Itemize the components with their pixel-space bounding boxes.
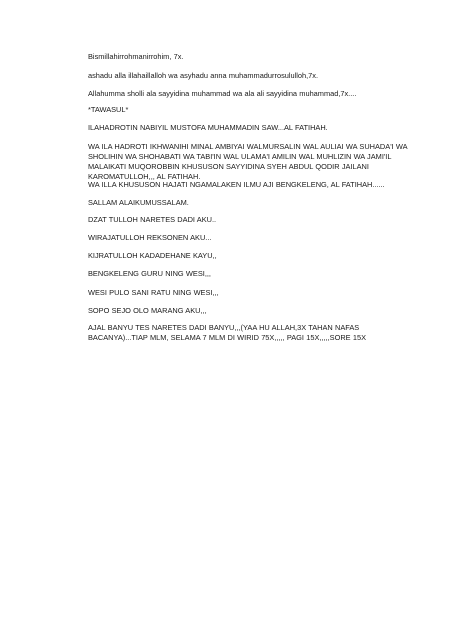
paragraph-ajal-banyu: AJAL BANYU TES NARETES DADI BANYU,,,(YAA HU ALLAH,3X TAHAN NAFAS BACANYA)...TIAP MLM, SELAMA 7 MLM DI WIRID 75X,,,,, PAGI 15X,,,,,SORE 15X [88, 323, 366, 342]
paragraph-ilahadrotin: ILAHADROTIN NABIYIL MUSTOFA MUHAMMADIN SAW...AL FATIHAH. [88, 123, 328, 132]
paragraph-sholawat: Allahumma sholli ala sayyidina muhammad wa ala ali sayyidina muhammad,7x.... [88, 89, 357, 98]
paragraph-wa-illa-khususon: WA ILLA KHUSUSON HAJATI NGAMALAKEN ILMU AJI BENGKELENG, AL FATIHAH...... [88, 180, 385, 189]
paragraph-wesi-pulo: WESI PULO SANI RATU NING WESI,,, [88, 288, 219, 297]
paragraph-tawasul-heading: *TAWASUL* [88, 105, 129, 114]
paragraph-wirajatulloh: WIRAJATULLOH REKSONEN AKU... [88, 233, 212, 242]
paragraph-sopo-sejo: SOPO SEJO OLO MARANG AKU,,, [88, 306, 207, 315]
paragraph-kijratulloh: KIJRATULLOH KADADEHANE KAYU,, [88, 251, 217, 260]
paragraph-sallam: SALLAM ALAIKUMUSSALAM. [88, 198, 189, 207]
paragraph-bengkeleng: BENGKELENG GURU NING WESI,,, [88, 269, 211, 278]
paragraph-dzat-tulloh: DZAT TULLOH NARETES DADI AKU.. [88, 215, 217, 224]
paragraph-wa-ila-hadroti: WA ILA HADROTI IKHWANIHI MINAL AMBIYAI WALMURSALIN WAL AULIAI WA SUHADA'I WA SHOLIHIN WA SHOHABATI WA TABI'IN WAL ULAMA'I AMILIN WAL MUHLIZIN WA JAMI'IL MALAIKATI MUQOROBBIN KHUSUSON SAYYIDINA SYEH ABDUL QODIR JAILANI KAROMATULLOH,,, AL FATIHAH. [88, 142, 408, 181]
paragraph-syahadat: ashadu alla illahaillalloh wa asyhadu anna muhammadurrosululloh,7x. [88, 71, 319, 80]
paragraph-basmalah: Bismillahirrohmanirrohim, 7x. [88, 52, 184, 61]
